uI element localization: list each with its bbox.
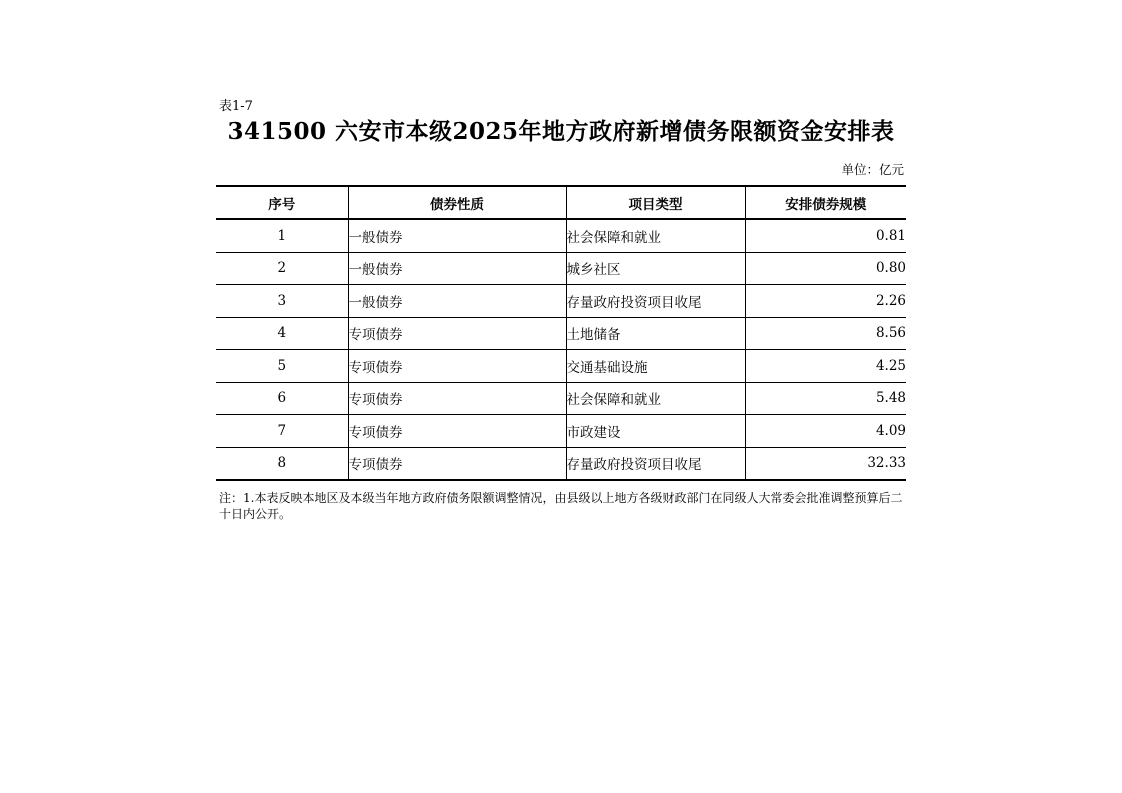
row-bond-nature: 专项债券 [348, 415, 566, 448]
row-bond-nature: 一般债券 [348, 252, 566, 285]
table-row [216, 350, 906, 383]
row-project-type: 市政建设 [566, 415, 745, 448]
table-row [216, 447, 906, 480]
row-bond-amount: 0.80 [745, 252, 906, 285]
document-title: 341500 六安市本级2025年地方政府新增债务限额资金安排表 [227, 118, 895, 145]
unit-label: 单位：亿元 [841, 162, 904, 177]
row-project-type: 存量政府投资项目收尾 [566, 285, 745, 318]
table-row [216, 382, 906, 415]
table-row [216, 252, 906, 285]
row-bond-nature: 一般债券 [348, 285, 566, 318]
debt-allocation-table [216, 185, 906, 481]
table-row [216, 219, 906, 252]
row-bond-nature: 专项债券 [348, 350, 566, 383]
row-project-type: 交通基础设施 [566, 350, 745, 383]
row-bond-amount: 32.33 [745, 447, 906, 480]
row-project-type: 城乡社区 [566, 252, 745, 285]
row-seq: 7 [216, 415, 348, 448]
row-bond-amount: 4.25 [745, 350, 906, 383]
row-project-type: 土地储备 [566, 317, 745, 350]
row-project-type: 社会保障和就业 [566, 382, 745, 415]
table-header-row [216, 186, 906, 219]
row-bond-amount: 5.48 [745, 382, 906, 415]
footnote: 注：1.本表反映本地区及本级当年地方政府债务限额调整情况，由县级以上地方各级财政部门在同级人大常委会批准调整预算后二十日内公开。 [219, 491, 903, 521]
header-bond-amount: 安排债券规模 [745, 186, 906, 219]
row-bond-amount: 8.56 [745, 317, 906, 350]
row-seq: 2 [216, 252, 348, 285]
row-project-type: 社会保障和就业 [566, 219, 745, 252]
row-seq: 5 [216, 350, 348, 383]
table-row [216, 415, 906, 448]
row-bond-nature: 专项债券 [348, 317, 566, 350]
row-seq: 4 [216, 317, 348, 350]
row-seq: 1 [216, 219, 348, 252]
header-seq: 序号 [216, 186, 348, 219]
row-seq: 3 [216, 285, 348, 318]
row-bond-amount: 0.81 [745, 219, 906, 252]
row-bond-nature: 专项债券 [348, 382, 566, 415]
table-row [216, 317, 906, 350]
row-seq: 8 [216, 447, 348, 480]
header-bond-nature: 债券性质 [348, 186, 566, 219]
row-seq: 6 [216, 382, 348, 415]
row-project-type: 存量政府投资项目收尾 [566, 447, 745, 480]
table-code: 表1-7 [219, 99, 253, 114]
row-bond-amount: 4.09 [745, 415, 906, 448]
table-row [216, 285, 906, 318]
row-bond-amount: 2.26 [745, 285, 906, 318]
row-bond-nature: 专项债券 [348, 447, 566, 480]
header-project-type: 项目类型 [566, 186, 745, 219]
row-bond-nature: 一般债券 [348, 219, 566, 252]
